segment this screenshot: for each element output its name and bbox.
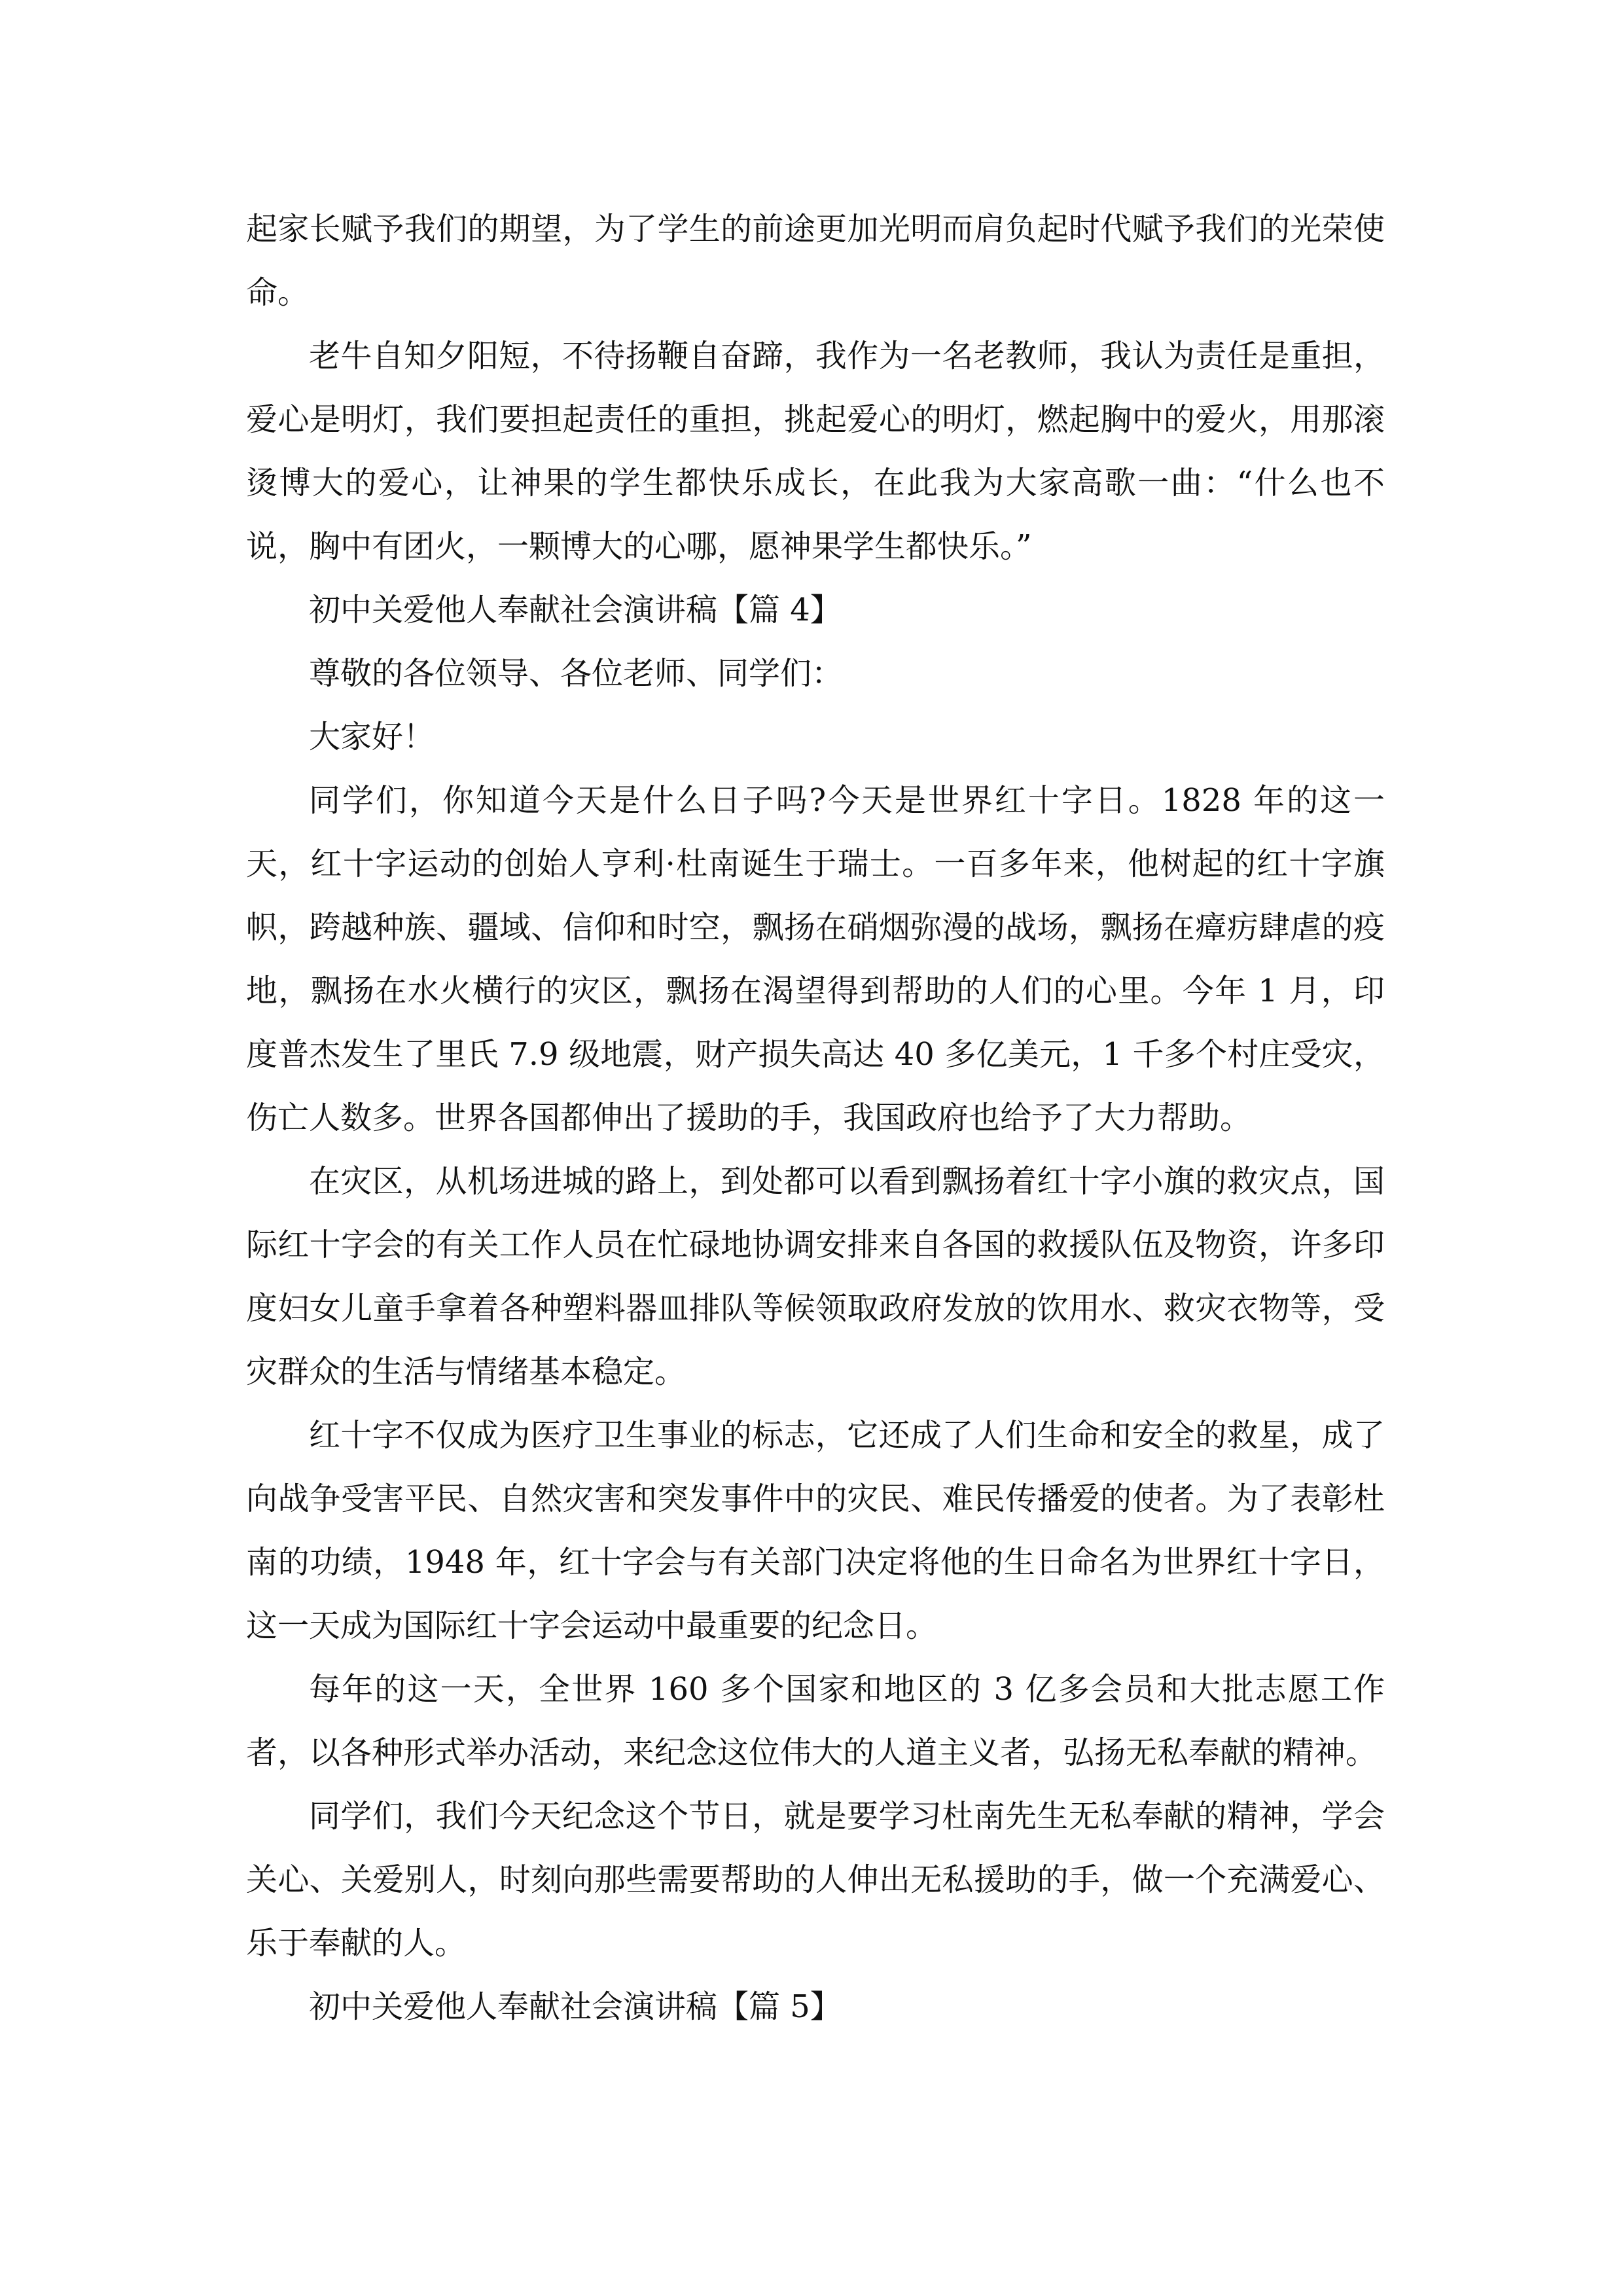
section-heading-4: 初中关爱他人奉献社会演讲稿【篇 4】 — [309, 592, 842, 628]
paragraph-red-cross-day: 同学们，你知道今天是什么日子吗?今天是世界红十字日。1828 年的这一天，红十字运动的创始人亨利·杜南诞生于瑞士。一百多年来，他树起的红十字旗帜，跨越种族、疆域、信仰和时空，飘扬在硝烟弥漫的战场，飘扬在瘴疠肆虐的疫地，飘扬在水火横行的灾区，飘扬在渴望得到帮助的人们的心里。今年 1 月，印度普杰发生了里氏 7.9 级地震，财产损失高达 40 多亿美元，1 千多个村庄受灾，伤亡人数多。世界各国都伸出了援助的手，我国政府也给予了大力帮助。 — [246, 782, 1385, 1136]
paragraph-annual-day: 每年的这一天，全世界 160 多个国家和地区的 3 亿多会员和大批志愿工作者，以各种形式举办活动，来纪念这位伟大的人道主义者，弘扬无私奉献的精神。 — [246, 1671, 1385, 1771]
document-body — [246, 198, 1385, 2039]
paragraph-continuation: 起家长赋予我们的期望，为了学生的前途更加光明而肩负起时代赋予我们的光荣使命。 — [246, 211, 1385, 311]
paragraph-disaster-area: 在灾区，从机场进城的路上，到处都可以看到飘扬着红十字小旗的救灾点，国际红十字会的有关工作人员在忙碌地协调安排来自各国的救援队伍及物资，许多印度妇女儿童手拿着各种塑料器皿排队等候领取政府发放的饮用水、救灾衣物等，受灾群众的生活与情绪基本稳定。 — [246, 1163, 1385, 1390]
greeting: 大家好！ — [309, 719, 435, 755]
paragraph-red-cross-symbol: 红十字不仅成为医疗卫生事业的标志，它还成了人们生命和安全的救星，成了向战争受害平民、自然灾害和突发事件中的灾民、难民传播爱的使者。为了表彰杜南的功绩，1948 年，红十字会与有关部门决定将他的生日命名为世界红十字日，这一天成为国际红十字会运动中最重要的纪念日。 — [246, 1417, 1385, 1644]
salutation: 尊敬的各位领导、各位老师、同学们： — [309, 655, 844, 692]
paragraph-old-teacher: 老牛自知夕阳短，不待扬鞭自奋蹄，我作为一名老教师，我认为责任是重担，爱心是明灯，我们要担起责任的重担，挑起爱心的明灯，燃起胸中的爱火，用那滚烫博大的爱心，让神果的学生都快乐成长，在此我为大家高歌一曲：“什么也不说，胸中有团火，一颗博大的心哪，愿神果学生都快乐。” — [246, 338, 1385, 565]
paragraph-conclusion: 同学们，我们今天纪念这个节日，就是要学习杜南先生无私奉献的精神，学会关心、关爱别人，时刻向那些需要帮助的人伸出无私援助的手，做一个充满爱心、乐于奉献的人。 — [246, 1798, 1385, 1962]
section-heading-5: 初中关爱他人奉献社会演讲稿【篇 5】 — [309, 1988, 842, 2025]
